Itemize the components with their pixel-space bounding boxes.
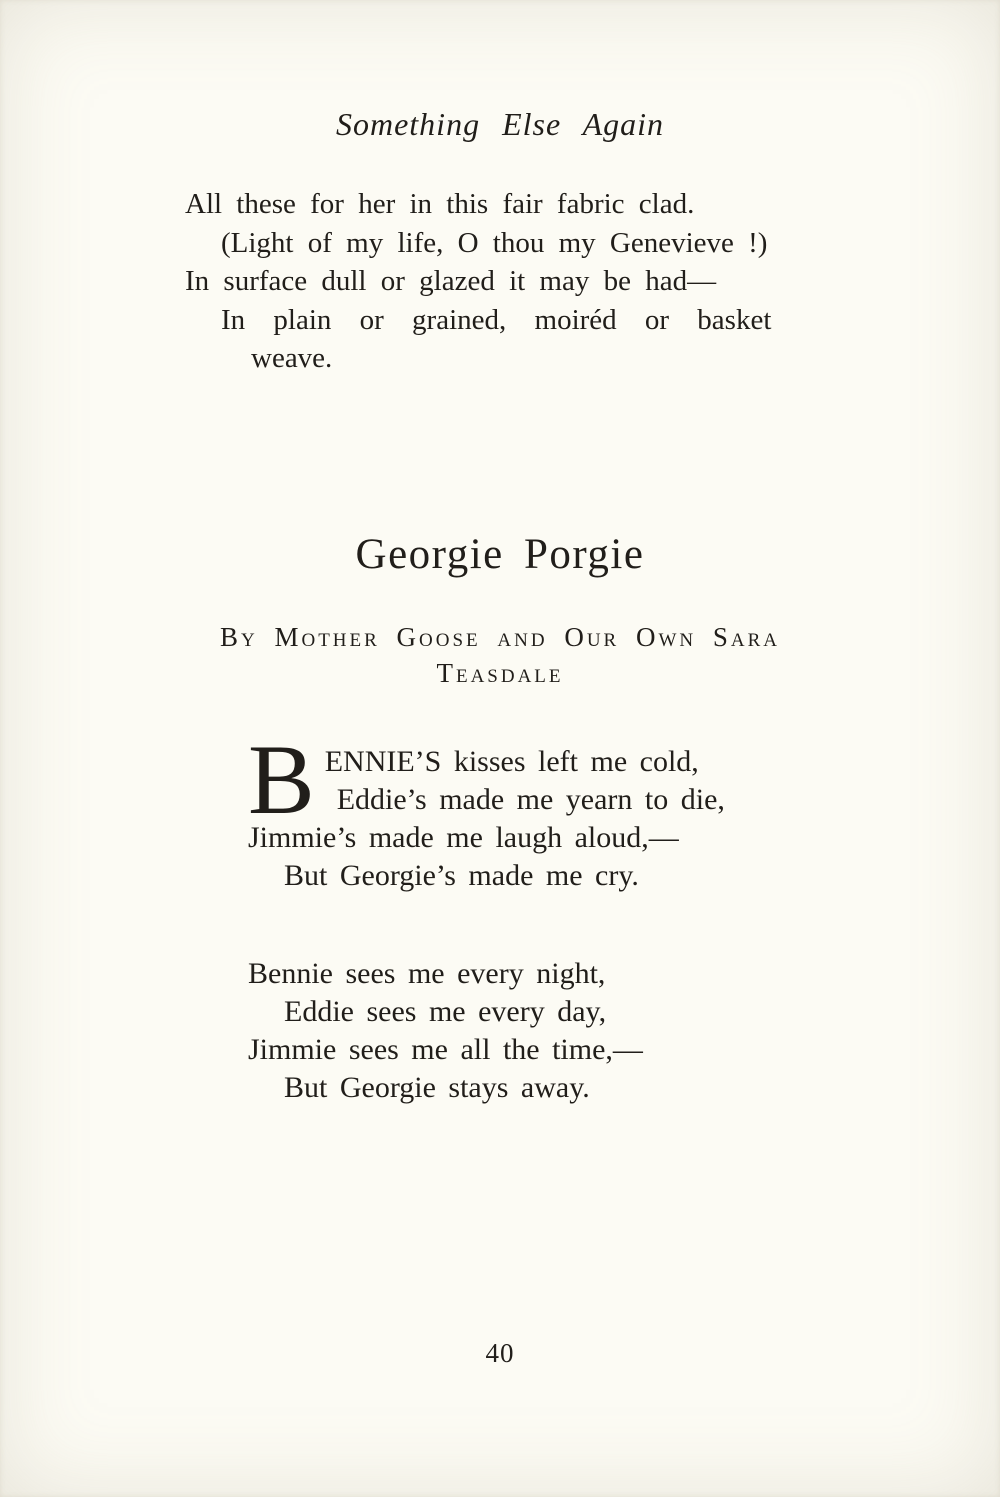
running-header: Something Else Again xyxy=(335,106,665,142)
poem-line: weave. xyxy=(251,342,333,374)
poem-line: But Georgie’s made me cry. xyxy=(284,858,639,892)
poem-line: But Georgie stays away. xyxy=(284,1070,590,1104)
poem-line: All these for her in this fair fabric clad. xyxy=(185,188,695,220)
poem-title: Georgie Porgie xyxy=(355,530,645,578)
previous-poem-stanza xyxy=(185,185,847,378)
byline-line: By Mother Goose and Our Own Sara xyxy=(219,621,781,652)
byline-line: Teasdale xyxy=(436,657,564,688)
poem-stanza-1 xyxy=(248,723,1000,895)
poem-byline xyxy=(0,619,1000,691)
poem-line: In surface dull or glazed it may be had— xyxy=(185,265,717,297)
poem-line: ENNIE’S kisses left me cold, xyxy=(324,744,699,778)
poem-line: Bennie sees me every night, xyxy=(248,956,606,990)
poem-line: Jimmie sees me all the time,— xyxy=(248,1032,643,1066)
dropcap-adjacent-lines xyxy=(325,743,725,819)
poem-line: In plain or grained, moiréd or basket xyxy=(221,303,772,336)
poem-stanza-2 xyxy=(248,955,1000,1107)
poem-line: Eddie sees me every day, xyxy=(284,994,607,1028)
page-number: 40 xyxy=(485,1338,515,1368)
poem-line: Eddie’s made me yearn to die, xyxy=(336,782,725,816)
drop-cap-letter: B xyxy=(248,723,315,835)
dropcap-row xyxy=(248,723,1000,835)
poem-line: (Light of my life, O thou my Genevieve !) xyxy=(221,226,768,259)
poem-line: Jimmie’s made me laugh aloud,— xyxy=(248,820,679,854)
